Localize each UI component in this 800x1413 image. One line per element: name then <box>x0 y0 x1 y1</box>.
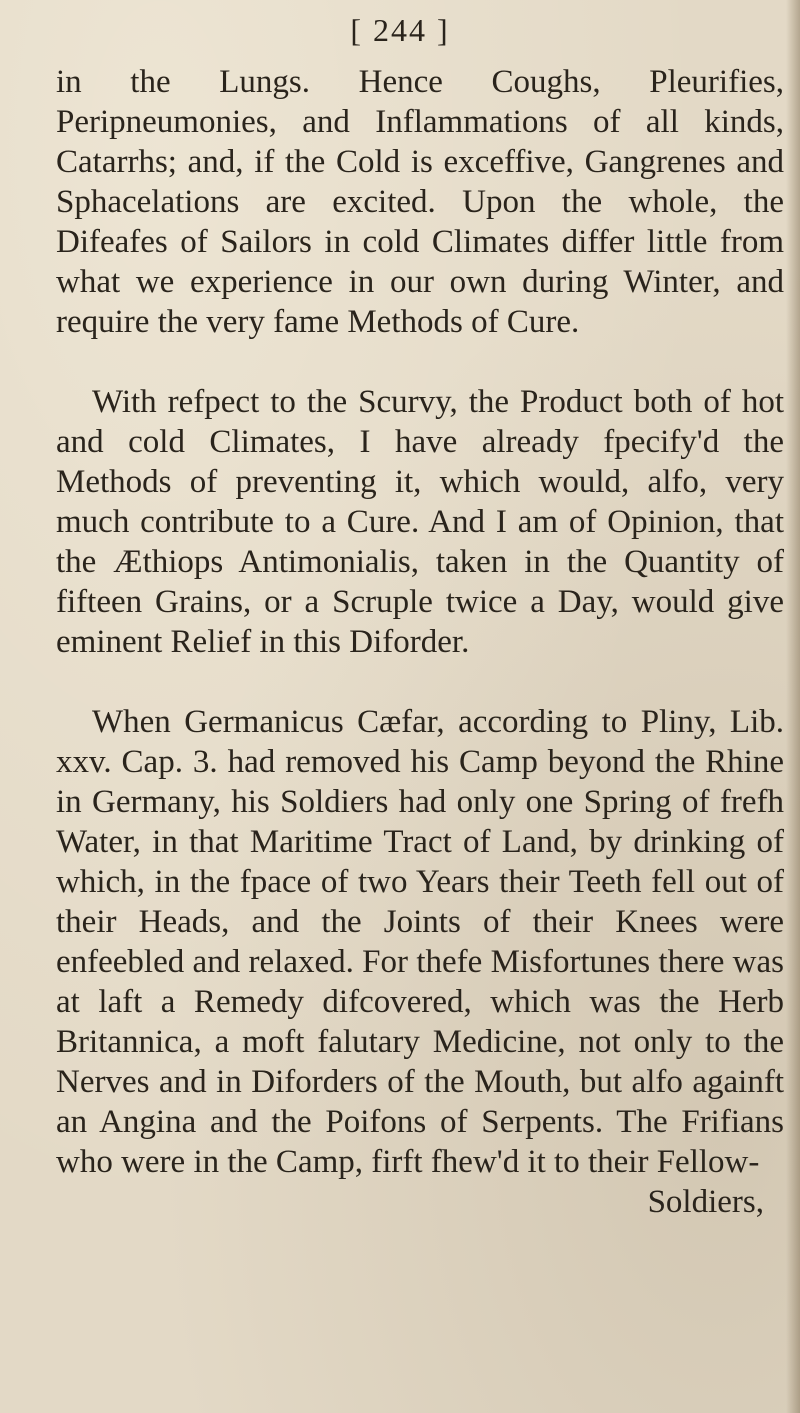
page-number: [ 244 ] <box>350 12 450 48</box>
paragraph-scurvy: With refpect to the Scurvy, the Product both of hot and cold Climates, I have already fpecify'd the Methods of preventing it, which would, alfo, very much contribute to a Cure. And I am of Opinion, that the Æthiops Antimonialis, taken in the Quantity of fifteen Grains, or a Scruple twice a Day, would give eminent Relief in this Diforder. <box>56 384 784 660</box>
paragraph-lungs: in the Lungs. Hence Coughs, Pleurifies, Peripneumonies, and Inflammations of all kinds, Catarrhs; and, if the Cold is exceffive, Gangrenes and Sphacelations are excited. Upon the whole, the Difeafes of Sailors in cold Climates differ little from what we experience in our own during Winter, and require the very fame Methods of Cure. <box>56 64 784 340</box>
catchword: Soldiers, <box>647 1184 764 1220</box>
body-text <box>56 62 784 1222</box>
page-edge-shadow <box>786 0 800 1413</box>
paragraph-germanicus: When Germanicus Cæfar, according to Pliny, Lib. xxv. Cap. 3. had removed his Camp beyond the Rhine in Germany, his Soldiers had only one Spring of frefh Water, in that Maritime Tract of Land, by drinking of which, in the fpace of two Years their Teeth fell out of their Heads, and the Joints of their Knees were enfeebled and relaxed. For thefe Misfortunes there was at laft a Remedy difcovered, which was the Herb Britannica, a moft falutary Medicine, not only to the Nerves and in Diforders of the Mouth, but alfo againft an Angina and the Poifons of Serpents. The Frifians who were in the Camp, firft fhew'd it to their Fellow- <box>56 704 784 1180</box>
